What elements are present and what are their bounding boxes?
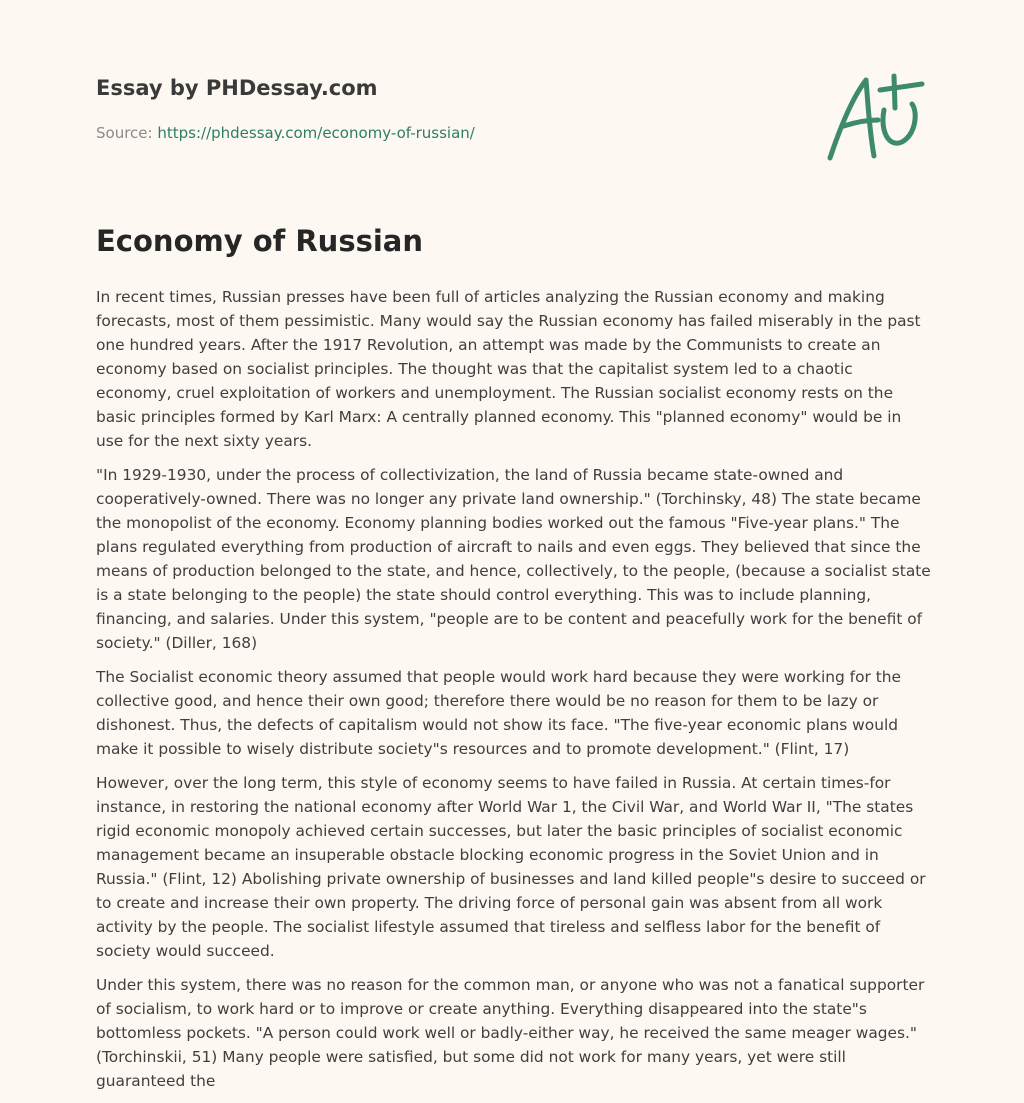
essay-paragraph: However, over the long term, this style of economy seems to have failed in Russia. At certain times-for instance, in restoring the national economy after World War 1, the Civil War, and World War II, "The states rigid economic monopoly achieved certain successes, but later the basic principles of socialist economic management became an insuperable obstacle blocking economic progress in the Soviet Union and in Russia." (Flint, 12) Abolishing private ownership of businesses and land killed people"s desire to succeed or to create and increase their own property. The driving force of personal gain was absent from all work activity by the people. The socialist lifestyle assumed that tireless and selfless labor for the benefit of society would succeed. xyxy=(96,774,926,960)
source-line xyxy=(96,124,475,142)
essay-paragraph: The Socialist economic theory assumed that people would work hard because they were working for the collective good, and hence their own good; therefore there would be no reason for them to be lazy or dishonest. Thus, the defects of capitalism would not show its face. "The five-year economic plans would make it possible to wisely distribute society"s resources and to promote development." (Flint, 17) xyxy=(96,668,901,758)
brand-title: Essay by PHDessay.com xyxy=(96,76,378,100)
source-link[interactable]: https://phdessay.com/economy-of-russian/ xyxy=(157,124,475,142)
essay-paragraph: Under this system, there was no reason for the common man, or anyone who was not a fanatical supporter of socialism, to work hard or to improve or create anything. Everything disappeared into the state"s bottomless pockets. "A person could work well or badly-either way, he received the same meager wages." (Torchinskii, 51) Many people were satisfied, but some did not work for many years, yet were still guaranteed the xyxy=(96,976,925,1090)
essay-paragraph: In recent times, Russian presses have been full of articles analyzing the Russian economy and making forecasts, most of them pessimistic. Many would say the Russian economy has failed miserably in the past one hundred years. After the 1917 Revolution, an attempt was made by the Communists to create an economy based on socialist principles. The thought was that the capitalist system led to a chaotic economy, cruel exploitation of workers and unemployment. The Russian socialist economy rests on the basic principles formed by Karl Marx: A centrally planned economy. This "planned economy" would be in use for the next sixty years. xyxy=(96,288,921,450)
source-label: Source: xyxy=(96,124,153,142)
essay-paragraph: "In 1929-1930, under the process of collectivization, the land of Russia became state-owned and cooperatively-owned. There was no longer any private land ownership." (Torchinsky, 48) The state became the monopolist of the economy. Economy planning bodies worked out the famous "Five-year plans." The plans regulated everything from production of aircraft to nails and even eggs. They believed that since the means of production belonged to the state, and hence, collectively, to the people, (because a socialist state is a state belonging to the people) the state should control everything. This was to include planning, financing, and salaries. Under this system, "people are to be content and peacefully work for the benefit of society." (Diller, 168) xyxy=(96,466,931,652)
essay-title: Economy of Russian xyxy=(96,224,424,258)
a-plus-logo-icon xyxy=(822,68,926,164)
essay-body xyxy=(96,285,932,1103)
